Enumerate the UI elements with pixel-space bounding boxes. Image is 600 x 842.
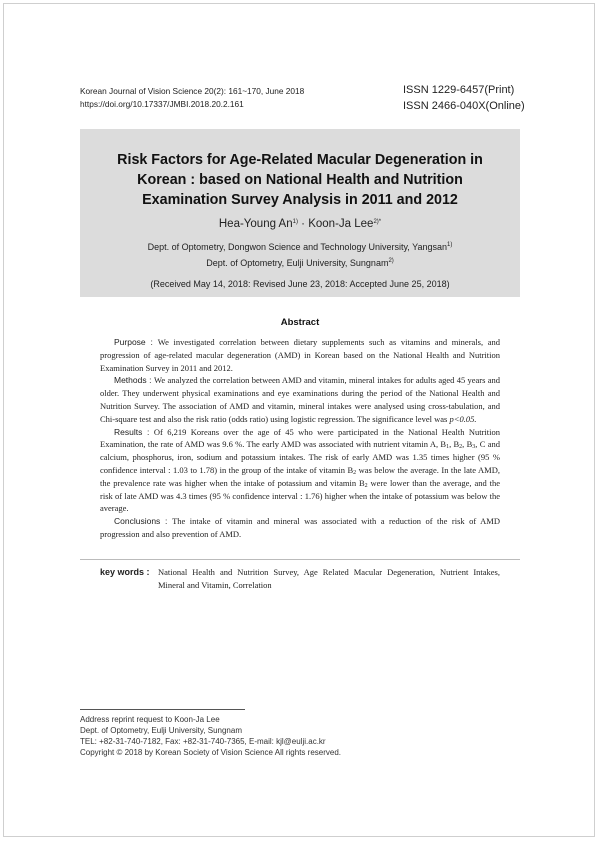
author-separator: ·	[297, 218, 309, 230]
abstract-purpose	[100, 336, 500, 374]
purpose-text: We investigated correlation between dietary supplements such as vitamins and minerals, and progression of age-related macular degeneration (AMD) in Korean based on the National Health and Nutrition Examination Survey in 2011 and 2012.	[100, 337, 500, 373]
keywords-divider	[80, 559, 520, 560]
journal-citation: Korean Journal of Vision Science 20(2): 161~170, June 2018	[80, 86, 305, 96]
results-sub-4: 2	[353, 469, 357, 476]
abstract-body	[100, 336, 500, 541]
footnote-rule	[80, 709, 245, 710]
results-label: Results :	[114, 426, 154, 437]
results-text-f: were lower than the average, and the risk of late AMD was 4.3 times (95 % confidence interval : 1.76) higher when the intake of potassium was below the average.	[100, 477, 500, 514]
title-box	[80, 129, 520, 297]
results-text-a: Of 6,219 Koreans over the age of 45 who were participated in the National Health Nutrition Examination, the rate of AMD was 9.6 %. The early AMD was associated with nutrient vitamin A, B	[100, 426, 500, 450]
abstract-results	[100, 426, 500, 516]
paper-title	[80, 150, 520, 210]
footnote-line-2: Dept. of Optometry, Eulji University, Sungnam	[80, 726, 242, 735]
issn-print: ISSN 1229-6457(Print)	[403, 84, 515, 96]
conclusions-label: Conclusions :	[114, 516, 173, 527]
title-line-3: Examination Survey Analysis in 2011 and 2012	[142, 192, 458, 208]
affiliation-2	[80, 258, 520, 268]
methods-label: Methods :	[114, 375, 155, 386]
footnote	[80, 714, 341, 758]
methods-p-value: p<0.05.	[449, 413, 477, 424]
affiliation-1-text: Dept. of Optometry, Dongwon Science and Technology University, Yangsan	[147, 242, 447, 252]
abstract-heading: Abstract	[280, 317, 320, 328]
conclusions-text: The intake of vitamin and mineral was associated with a reduction of the risk of AMD progression and also prevention of AMD.	[100, 516, 501, 539]
affiliation-1-mark: 1)	[447, 242, 453, 248]
affiliation-1	[80, 242, 520, 252]
footnote-line-1: Address reprint request to Koon-Ja Lee	[80, 715, 220, 724]
author-2: Koon-Ja Lee	[308, 218, 374, 230]
author-1-mark: 1)	[292, 219, 298, 225]
keywords-text: National Health and Nutrition Survey, Age Related Macular Degeneration, Nutrient Intakes, Mineral and Vitamin, Correlation	[158, 567, 500, 590]
results-sub-5: 2	[364, 482, 368, 489]
results-sub-2: 2	[459, 444, 463, 451]
keywords-label: key words :	[100, 567, 150, 577]
footnote-line-4: Copyright © 2018 by Korean Society of Vision Science All rights reserved.	[80, 748, 341, 757]
author-2-mark: 2)*	[373, 219, 382, 225]
title-line-2: Korean : based on National Health and Nutrition	[137, 172, 463, 188]
results-text-d: , C and calcium, phosphorus, iron, sodium and potassium intakes. The risk of early AMD was 1.35 times higher (95 % confidence interval : 1.03 to 1.78) in the group of the intake of vitamin B	[100, 439, 500, 475]
methods-text: We analyzed the correlation between AMD and vitamin, mineral intakes for adults aged 45 years and older. They underwent physical examinations and eye examinations during the period of the National Health and Nutrition Survey. The association of AMD and vitamin, mineral intakes were analysed using cross-tabulation, and Chi-square test and also the risk ratio (odds ratio) using logistic regression. The significance level was	[100, 375, 500, 424]
purpose-label: Purpose :	[114, 337, 158, 347]
footnote-line-3: TEL: +82-31-740-7182, Fax: +82-31-740-7365, E-mail: kjl@eulji.ac.kr	[80, 737, 326, 746]
results-sub-1: 1	[446, 444, 450, 451]
issn-online: ISSN 2466-040X(Online)	[403, 100, 525, 112]
results-text-e: was below the average. In the late AMD, the prevalence rate was higher when the intake of potassium and vitamin B	[100, 464, 500, 488]
results-text-b: , B	[449, 439, 460, 450]
received-dates: (Received May 14, 2018: Revised June 23, 2018: Accepted June 25, 2018)	[150, 279, 450, 289]
abstract-conclusions	[100, 515, 500, 541]
authors	[80, 218, 520, 230]
affiliation-2-mark: 2)	[388, 258, 394, 264]
issn-block	[403, 82, 525, 114]
doi-link[interactable]: https://doi.org/10.17337/JMBI.2018.20.2.161	[80, 99, 244, 109]
journal-header	[80, 85, 304, 111]
title-line-1: Risk Factors for Age-Related Macular Degeneration in	[117, 152, 483, 168]
results-text-c: , B	[462, 439, 473, 450]
author-1: Hea-Young An	[218, 218, 293, 230]
results-sub-3: 3	[472, 444, 476, 451]
abstract-methods	[100, 374, 500, 425]
affiliation-2-text: Dept. of Optometry, Eulji University, Sungnam	[206, 258, 389, 268]
